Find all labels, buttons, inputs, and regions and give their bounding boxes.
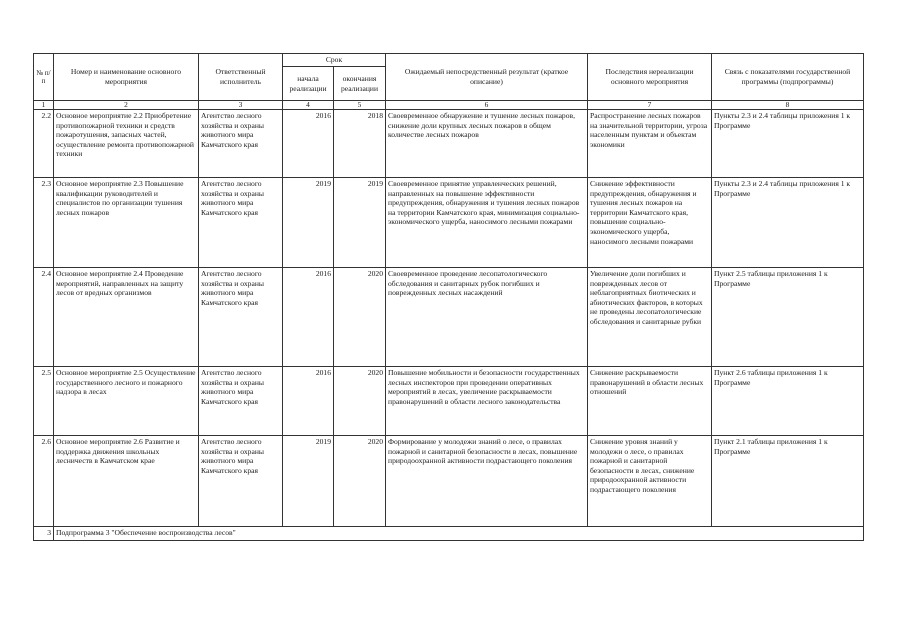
header-term: Срок [283, 54, 386, 67]
header-name: Номер и наименование основного мероприятия [54, 54, 199, 101]
row-result: Своевременное проведение лесопатологического обследования и санитарных рубок погибших и поврежденных лесных насаждений [386, 268, 588, 367]
row-responsible: Агентство лесного хозяйства и охраны животного мира Камчатского края [199, 110, 283, 178]
row-num: 2.6 [34, 436, 54, 527]
row-responsible: Агентство лесного хозяйства и охраны животного мира Камчатского края [199, 178, 283, 268]
document-sheet [33, 53, 864, 541]
column-number: 6 [386, 101, 588, 110]
row-consequences: Увеличение доли погибших и поврежденных лесов от неблагоприятных биотических и абиотических факторов, в которых не проведены лесопатологические обследования и санитарные рубки [588, 268, 712, 367]
header-consequences: Последствия нереализации основного мероприятия [588, 54, 712, 101]
row-result: Формирование у молодежи знаний о лесе, о правилах пожарной и санитарной безопасности в лесах, повышение природоохранной активности подрастающего поколения [386, 436, 588, 527]
row-consequences: Снижение уровня знаний у молодежи о лесе, о правилах пожарной и санитарной безопасности в лесах, снижение природоохранной активности подрастающего поколения [588, 436, 712, 527]
row-start: 2016 [283, 268, 334, 367]
header-responsible: Ответственный исполнитель [199, 54, 283, 101]
column-number: 3 [199, 101, 283, 110]
table-row [34, 367, 864, 436]
table-row [34, 268, 864, 367]
row-end: 2020 [334, 268, 386, 367]
column-number: 1 [34, 101, 54, 110]
table-row [34, 436, 864, 527]
column-number: 5 [334, 101, 386, 110]
row-result: Своевременное принятие управленческих решений, направленных на повышение эффективности предупреждения, обнаружения и тушения лесных пожаров на территории Камчатского края, минимизация социально-экономического ущерба, наносимого лесными пожарами [386, 178, 588, 268]
row-link: Пункты 2.3 и 2.4 таблицы приложения 1 к Программе [712, 178, 864, 268]
row-start: 2016 [283, 367, 334, 436]
column-number: 2 [54, 101, 199, 110]
subprogram-num: 3 [34, 527, 54, 541]
header-result: Ожидаемый непосредственный результат (краткое описание) [386, 54, 588, 101]
row-end: 2020 [334, 367, 386, 436]
row-name: Основное мероприятие 2.3 Повышение квалификации руководителей и специалистов по организации тушения лесных пожаров [54, 178, 199, 268]
row-name: Основное мероприятие 2.5 Осуществление государственного лесного и пожарного надзора в лесах [54, 367, 199, 436]
measures-table [33, 53, 864, 541]
subprogram-row [34, 527, 864, 541]
row-link: Пункт 2.5 таблицы приложения 1 к Программе [712, 268, 864, 367]
row-start: 2019 [283, 178, 334, 268]
row-link: Пункты 2.3 и 2.4 таблицы приложения 1 к Программе [712, 110, 864, 178]
row-start: 2019 [283, 436, 334, 527]
row-num: 2.2 [34, 110, 54, 178]
row-result: Повышение мобильности и безопасности государственных лесных инспекторов при проведении оперативных мероприятий в лесах, увеличение раскрываемости правонарушений в области лесного законодательства [386, 367, 588, 436]
row-link: Пункт 2.6 таблицы приложения 1 к Программе [712, 367, 864, 436]
column-number: 7 [588, 101, 712, 110]
row-num: 2.5 [34, 367, 54, 436]
row-name: Основное мероприятие 2.2 Приобретение противопожарной техники и средств пожаротушения, запасных частей, осуществление ремонта противопожарной техники [54, 110, 199, 178]
header-start: начала реализации [283, 67, 334, 101]
column-number: 8 [712, 101, 864, 110]
header-row-1 [34, 54, 864, 67]
row-name: Основное мероприятие 2.6 Развитие и поддержка движения школьных лесничеств в Камчатском крае [54, 436, 199, 527]
row-num: 2.3 [34, 178, 54, 268]
row-responsible: Агентство лесного хозяйства и охраны животного мира Камчатского края [199, 268, 283, 367]
row-end: 2019 [334, 178, 386, 268]
row-start: 2016 [283, 110, 334, 178]
table-row [34, 178, 864, 268]
table-row [34, 110, 864, 178]
row-consequences: Распространение лесных пожаров на значительной территории, угроза населенным пунктам и объектам экономики [588, 110, 712, 178]
row-result: Своевременное обнаружение и тушение лесных пожаров, снижение доли крупных лесных пожаров в общем количестве лесных пожаров [386, 110, 588, 178]
row-responsible: Агентство лесного хозяйства и охраны животного мира Камчатского края [199, 436, 283, 527]
row-end: 2018 [334, 110, 386, 178]
row-consequences: Снижение раскрываемости правонарушений в области лесных отношений [588, 367, 712, 436]
row-responsible: Агентство лесного хозяйства и охраны животного мира Камчатского края [199, 367, 283, 436]
subprogram-label: Подпрограмма 3 "Обеспечение воспроизводства лесов" [54, 527, 864, 541]
column-numbers-row [34, 101, 864, 110]
header-num: № п/п [34, 54, 54, 101]
row-link: Пункт 2.1 таблицы приложения 1 к Программе [712, 436, 864, 527]
column-number: 4 [283, 101, 334, 110]
header-link: Связь с показателями государственной программы (подпрограммы) [712, 54, 864, 101]
row-consequences: Снижение эффективности предупреждения, обнаружения и тушения лесных пожаров на территории Камчатского края, повышение социально-экономического ущерба, наносимого лесными пожарами [588, 178, 712, 268]
row-end: 2020 [334, 436, 386, 527]
row-name: Основное мероприятие 2.4 Проведение мероприятий, направленных на защиту лесов от вредных организмов [54, 268, 199, 367]
header-end: окончания реализации [334, 67, 386, 101]
row-num: 2.4 [34, 268, 54, 367]
